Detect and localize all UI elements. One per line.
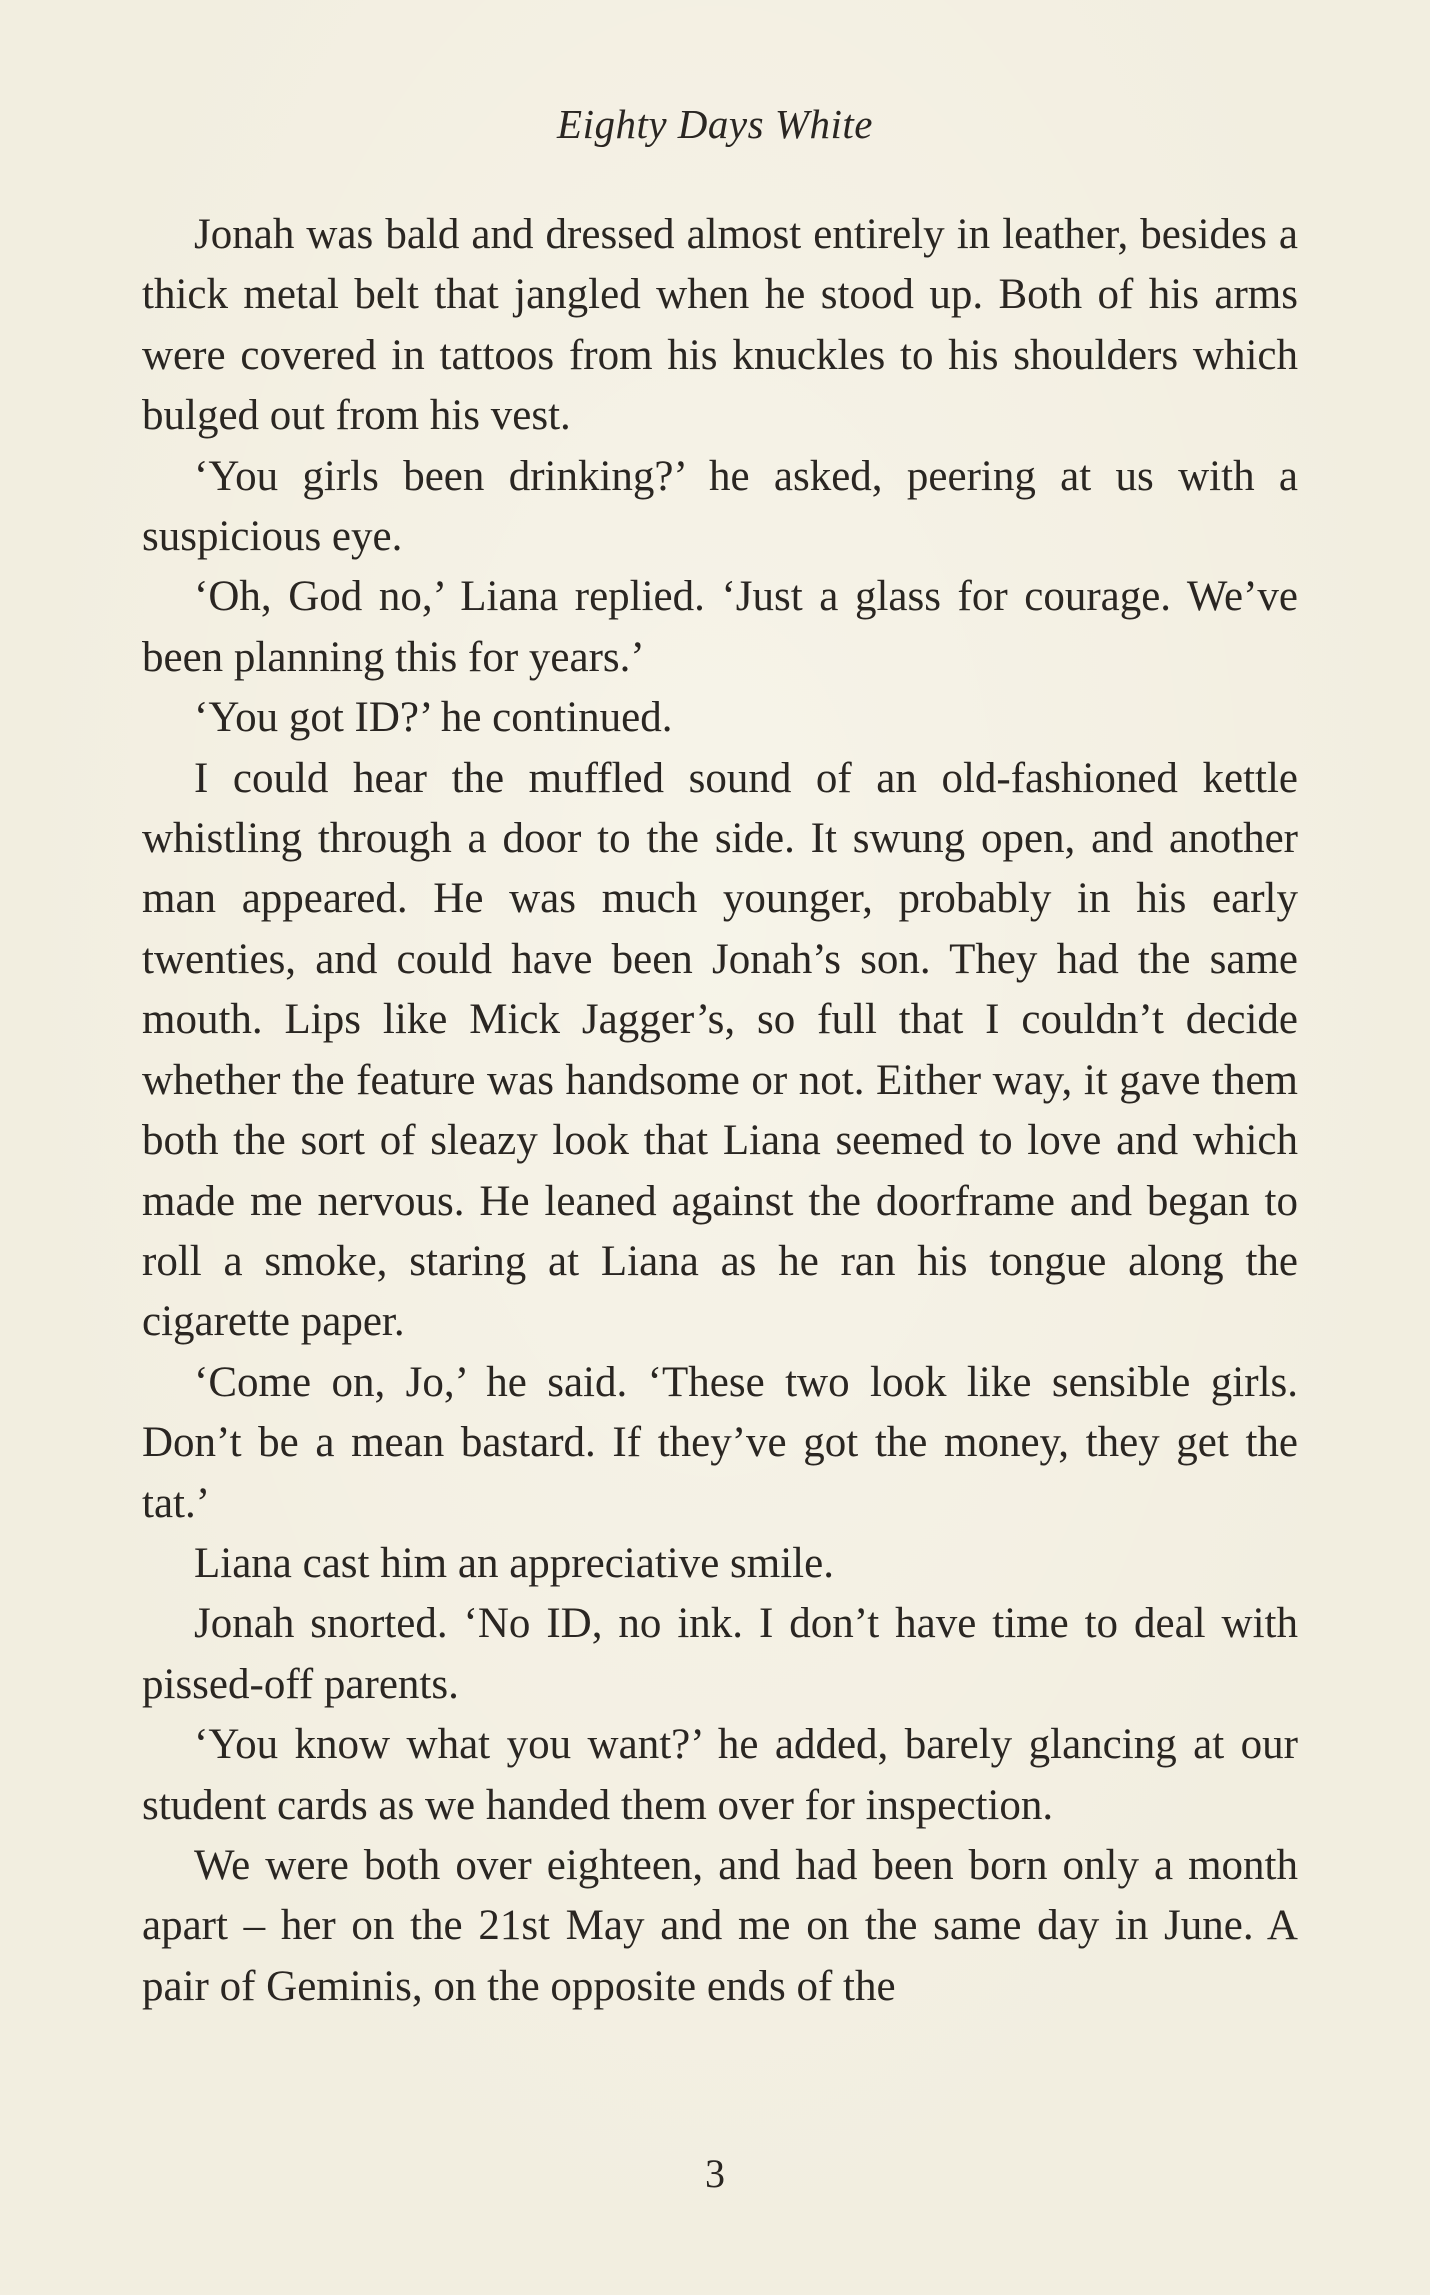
body-text <box>142 205 1298 2017</box>
page-number: 3 <box>705 2151 725 2196</box>
paragraph: ‘Come on, Jo,’ he said. ‘These two look like sensible girls. Don’t be a mean bastard. If they’ve got the money, they get the tat.’ <box>142 1358 1298 1527</box>
paragraph: ‘You know what you want?’ he added, barely glancing at our student cards as we handed them over for inspection. <box>142 1721 1298 1829</box>
paragraph: ‘You girls been drinking?’ he asked, peering at us with a suspicious eye. <box>142 452 1298 561</box>
paragraph: We were both over eighteen, and had been born only a month apart – her on the 21st May and me on the same day in June. A pair of Geminis, on the opposite ends of the <box>142 1841 1298 2010</box>
paragraph: Jonah snorted. ‘No ID, no ink. I don’t have time to deal with pissed-off parents. <box>142 1600 1298 1708</box>
paragraph: I could hear the muffled sound of an old-fashioned kettle whistling through a door to the side. It swung open, and another man appeared. He was much younger, probably in his early twenties, and could have been Jonah’s son. They had the same mouth. Lips like Mick Jagger’s, so full that I couldn’t decide whether the feature was handsome or not. Either way, it gave them both the sort of sleazy look that Liana seemed to love and which made me nervous. He leaned against the doorframe and began to roll a smoke, staring at Liana as he ran his tongue along the cigarette paper. <box>142 754 1298 1346</box>
paragraph: ‘Oh, God no,’ Liana replied. ‘Just a glass for courage. We’ve been planning this for years.’ <box>142 573 1298 681</box>
running-head: Eighty Days White <box>557 101 873 147</box>
paragraph: Jonah was bald and dressed almost entirely in leather, besides a thick metal belt that jangled when he stood up. Both of his arms were covered in tattoos from his knuckles to his shoulders which bulged out from his vest. <box>142 211 1298 440</box>
paragraph: ‘You got ID?’ he continued. <box>194 694 673 742</box>
paragraph: Liana cast him an appreciative smile. <box>194 1539 834 1587</box>
